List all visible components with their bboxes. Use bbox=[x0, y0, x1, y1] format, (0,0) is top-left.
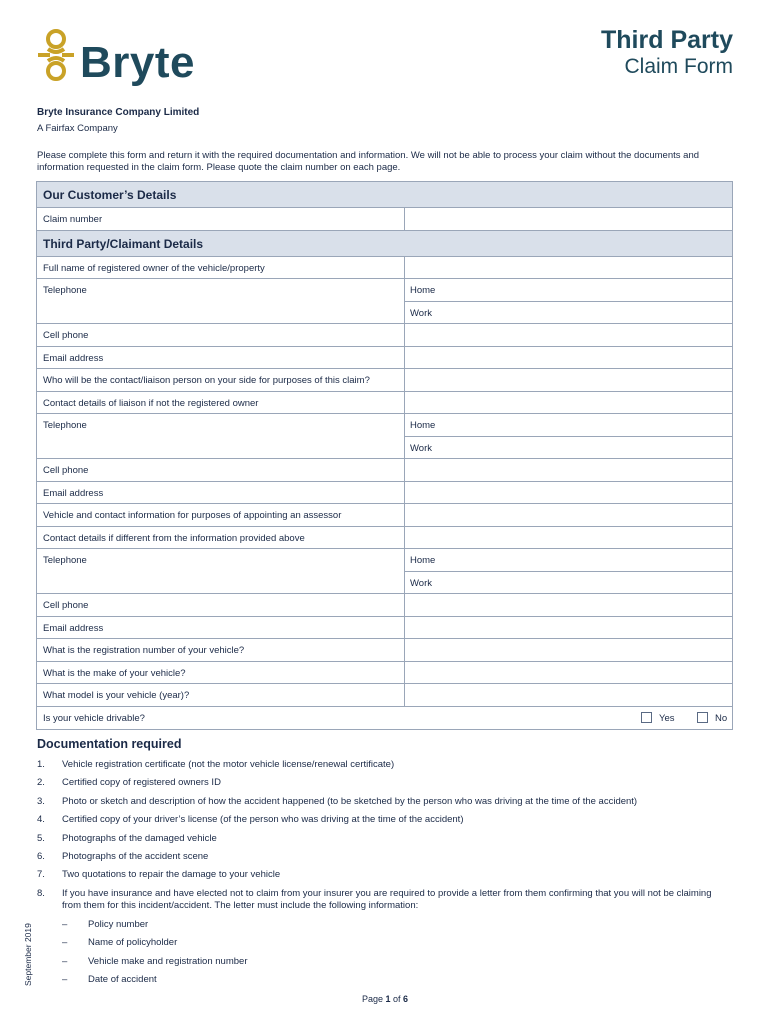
page-number: Page 1 of 6 bbox=[361, 994, 409, 1004]
registration-field[interactable] bbox=[404, 639, 732, 661]
liaison-cell-field[interactable] bbox=[404, 459, 732, 481]
form-row bbox=[37, 662, 732, 685]
home-label: Home bbox=[410, 420, 436, 431]
cell-label: Cell phone bbox=[43, 600, 89, 611]
form-row bbox=[37, 617, 732, 640]
assessor-work-field[interactable] bbox=[404, 572, 732, 594]
telephone-label: Telephone bbox=[43, 420, 87, 431]
cell-field[interactable] bbox=[404, 324, 732, 346]
liaison-field[interactable] bbox=[404, 369, 732, 391]
email-label: Email address bbox=[43, 487, 104, 499]
form-row bbox=[37, 369, 732, 392]
registration-label: What is the registration number of your vehicle? bbox=[43, 645, 245, 656]
form-row bbox=[37, 707, 732, 730]
side-date: September 2019 bbox=[23, 923, 33, 986]
work-label: Work bbox=[410, 577, 432, 589]
work-label: Work bbox=[410, 307, 432, 319]
claim-number-label: Claim number bbox=[43, 214, 103, 225]
form-row bbox=[37, 459, 732, 482]
cell-label: Cell phone bbox=[43, 330, 89, 341]
assessor-email-field[interactable] bbox=[404, 617, 732, 639]
form-row bbox=[37, 437, 732, 460]
model-label: What model is your vehicle (year)? bbox=[43, 690, 190, 701]
form-row bbox=[37, 257, 732, 280]
drivable-yes-label: Yes bbox=[659, 712, 675, 724]
telephone-label: Telephone bbox=[43, 285, 87, 296]
home-label: Home bbox=[410, 555, 436, 566]
drivable-yes-checkbox[interactable] bbox=[641, 712, 652, 723]
section-customer-details: Our Customer’s Details bbox=[37, 182, 732, 208]
liaison-email-field[interactable] bbox=[404, 482, 732, 504]
form-row bbox=[37, 347, 732, 370]
form-row bbox=[37, 279, 732, 302]
form-row bbox=[37, 594, 732, 617]
form-title-block bbox=[601, 26, 733, 80]
telephone-label: Telephone bbox=[43, 555, 87, 566]
home-label: Home bbox=[410, 285, 436, 296]
form-row bbox=[37, 414, 732, 437]
form-row bbox=[37, 208, 732, 231]
make-field[interactable] bbox=[404, 662, 732, 684]
form-row bbox=[37, 482, 732, 505]
contact-different-label: Contact details if different from the information provided above bbox=[43, 532, 305, 544]
form-row bbox=[37, 324, 732, 347]
owner-name-label: Full name of registered owner of the vehicle/property bbox=[43, 262, 265, 274]
email-label: Email address bbox=[43, 352, 104, 364]
form-row bbox=[37, 302, 732, 325]
model-field[interactable] bbox=[404, 684, 732, 706]
knot-logo-icon bbox=[36, 27, 76, 87]
contact-different-field[interactable] bbox=[404, 527, 732, 549]
assessor-field[interactable] bbox=[404, 504, 732, 526]
owner-name-field[interactable] bbox=[404, 257, 732, 279]
form-row bbox=[37, 504, 732, 527]
form-row bbox=[37, 684, 732, 707]
cell-label: Cell phone bbox=[43, 465, 89, 476]
claim-form-table bbox=[36, 181, 733, 730]
liaison-label: Who will be the contact/liaison person on your side for purposes of this claim? bbox=[43, 375, 370, 386]
form-row bbox=[37, 392, 732, 415]
brand-name: Bryte bbox=[80, 38, 195, 87]
bryte-logo bbox=[36, 24, 216, 94]
form-row bbox=[37, 572, 732, 595]
documentation-title: Documentation required bbox=[37, 737, 182, 751]
form-row bbox=[37, 549, 732, 572]
assessor-cell-field[interactable] bbox=[404, 594, 732, 616]
company-name: Bryte Insurance Company Limited bbox=[37, 107, 200, 118]
intro-text: Please complete this form and return it with the required documentation and information. We will not be able to process your claim without the documents and information requested in the claim form. Please quote the claim number on each page. bbox=[37, 150, 700, 173]
liaison-work-field[interactable] bbox=[404, 437, 732, 459]
liaison-contact-label: Contact details of liaison if not the registered owner bbox=[43, 397, 259, 409]
liaison-home-field[interactable] bbox=[404, 414, 732, 437]
drivable-no-label: No bbox=[715, 712, 728, 724]
form-title: Third Party bbox=[601, 26, 733, 54]
drivable-no-checkbox[interactable] bbox=[697, 712, 708, 723]
company-sub: A Fairfax Company bbox=[37, 123, 118, 134]
drivable-row bbox=[37, 707, 732, 730]
liaison-contact-field[interactable] bbox=[404, 392, 732, 414]
work-label: Work bbox=[410, 442, 432, 454]
email-field[interactable] bbox=[404, 347, 732, 369]
telephone-work-field[interactable] bbox=[404, 302, 732, 324]
form-subtitle: Claim Form bbox=[624, 55, 733, 78]
telephone-home-field[interactable] bbox=[404, 279, 732, 302]
drivable-label: Is your vehicle drivable? bbox=[43, 712, 145, 724]
section-third-party-details: Third Party/Claimant Details bbox=[37, 231, 732, 257]
email-label: Email address bbox=[43, 622, 104, 634]
make-label: What is the make of your vehicle? bbox=[43, 667, 186, 679]
assessor-home-field[interactable] bbox=[404, 549, 732, 572]
assessor-label: Vehicle and contact information for purposes of appointing an assessor bbox=[43, 510, 342, 521]
claim-number-field[interactable] bbox=[404, 208, 732, 230]
form-row bbox=[37, 639, 732, 662]
form-row bbox=[37, 527, 732, 550]
